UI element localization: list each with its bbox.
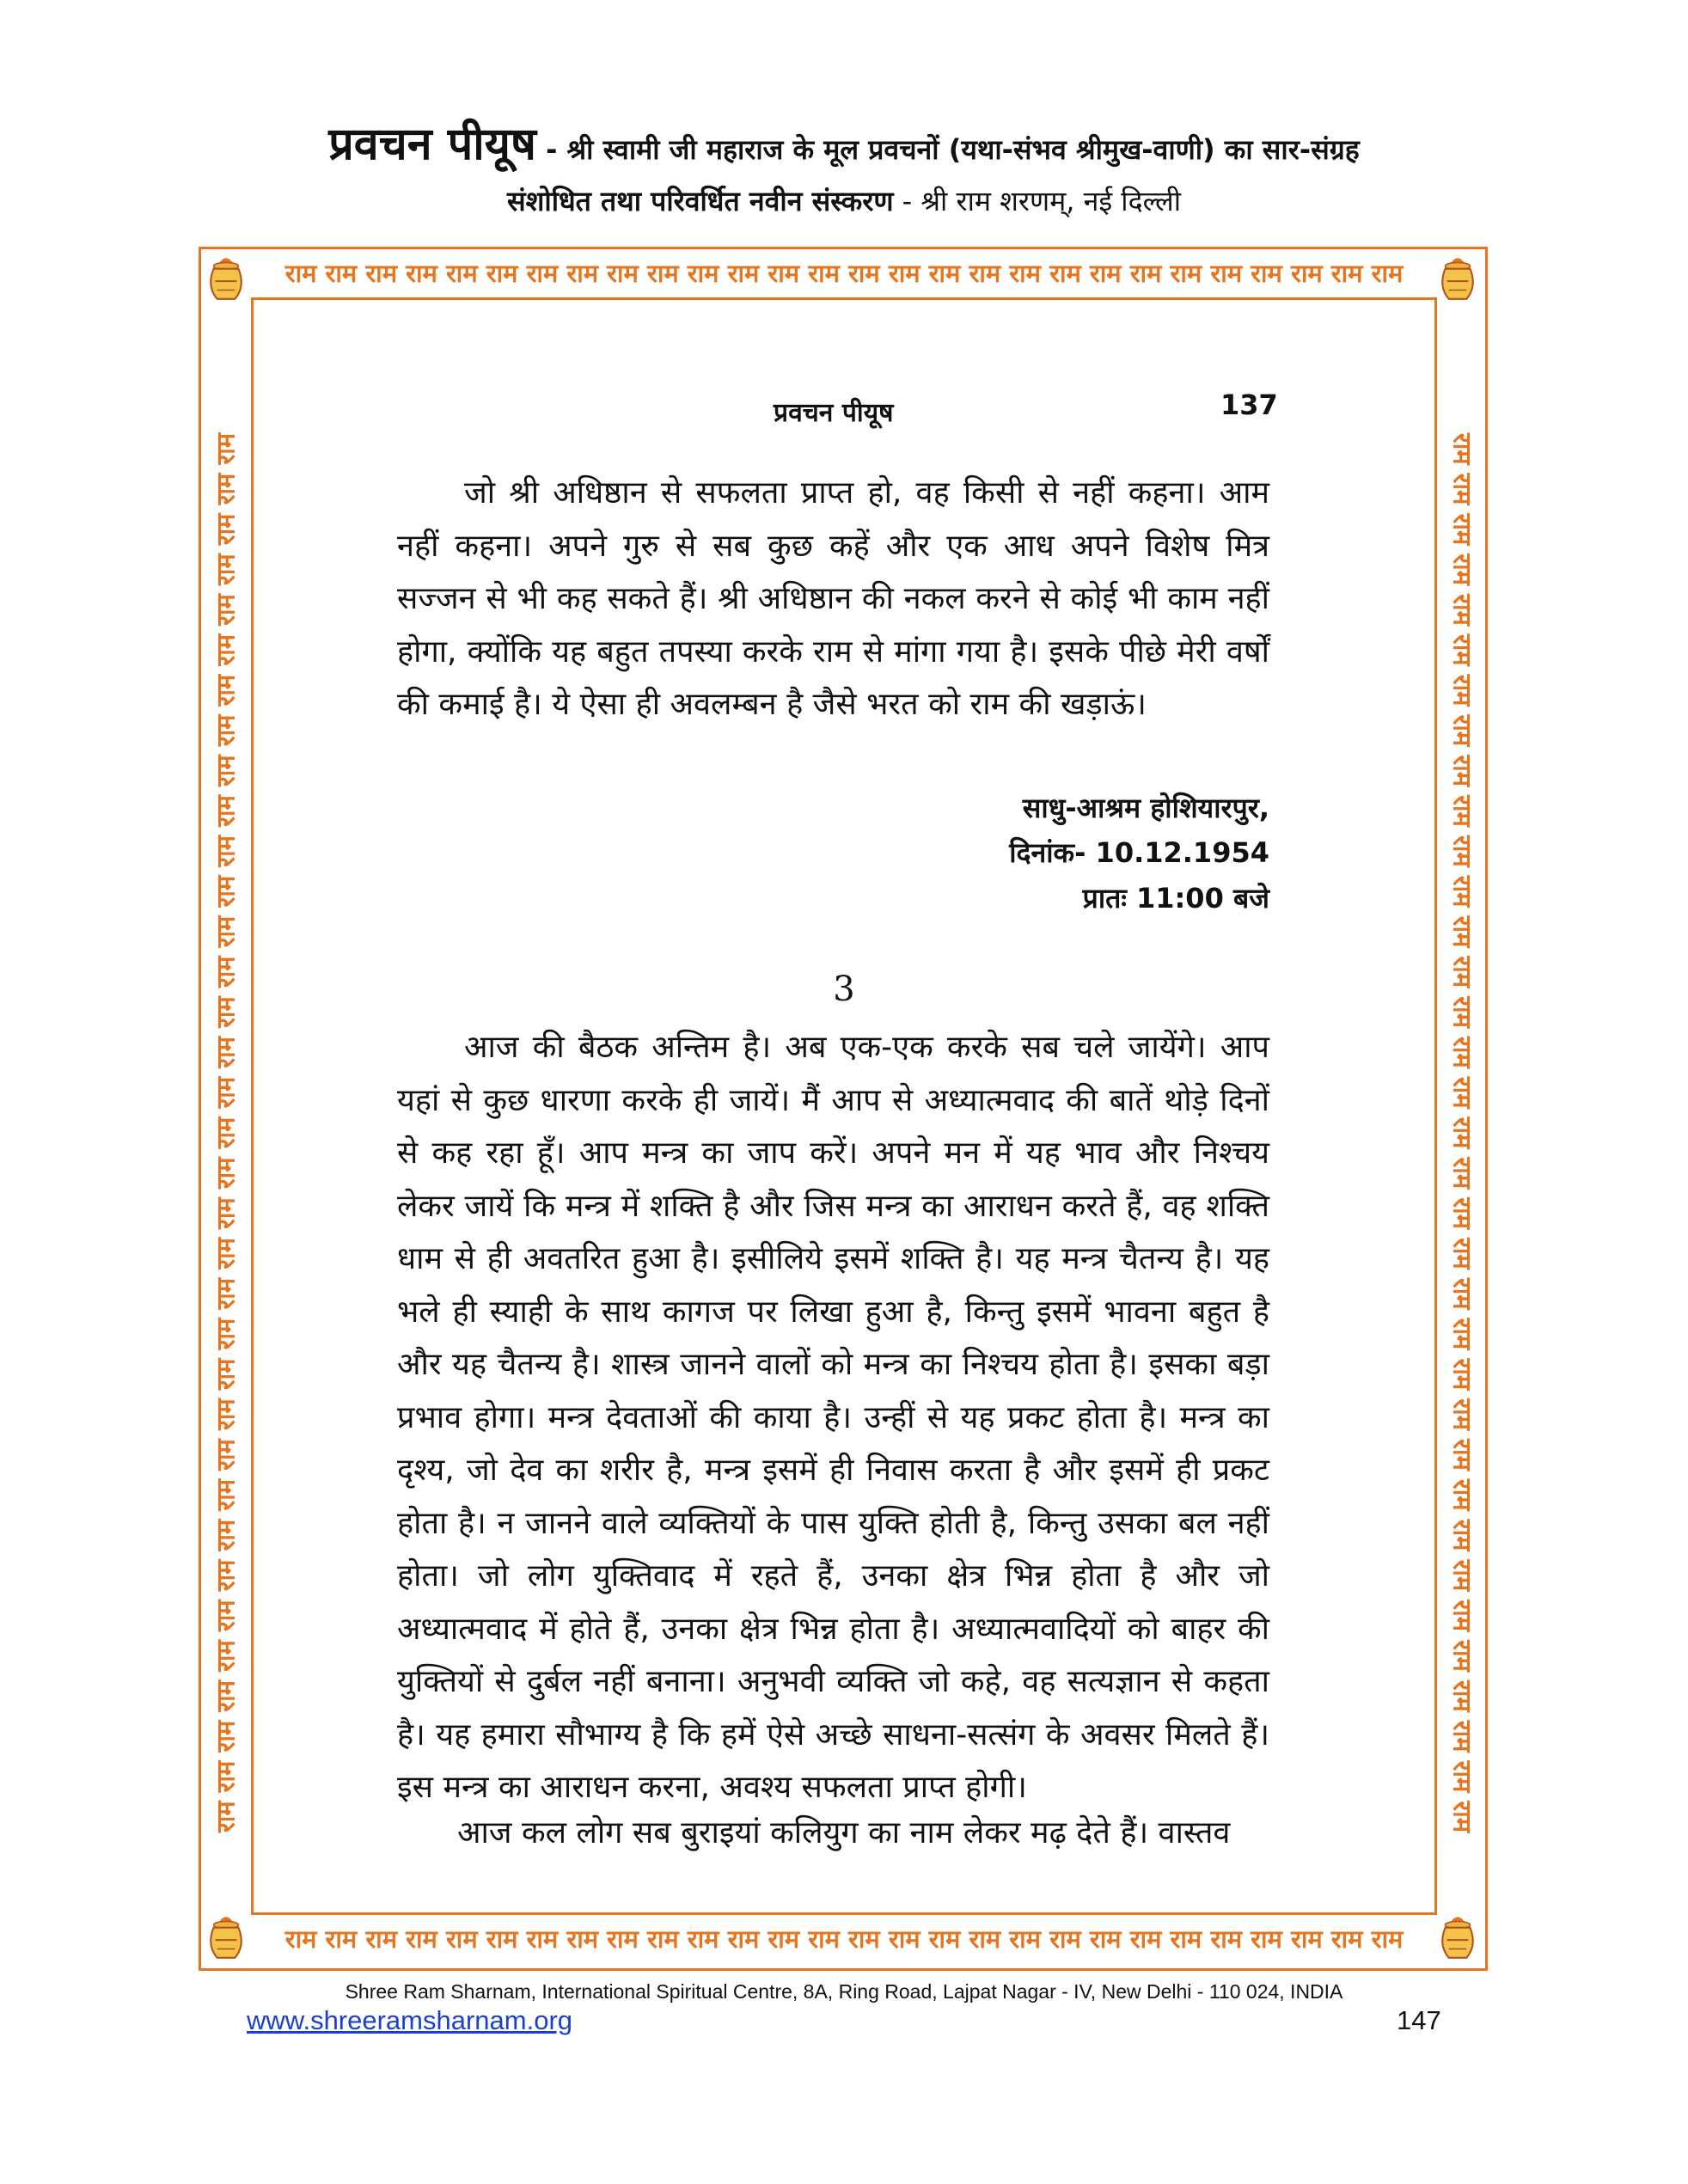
running-title: प्रवचन पीयूष bbox=[774, 398, 894, 428]
header-subtitle-bold: संशोधित तथा परिवर्धित नवीन संस्करण bbox=[507, 185, 894, 217]
header-subtitle-rest: - श्री राम शरणम्, नई दिल्ली bbox=[893, 185, 1181, 217]
border-ram-bottom: राम राम राम राम राम राम राम राम राम राम राम राम राम राम राम राम राम राम राम राम राम राम राम राम राम राम राम राम bbox=[284, 1924, 1404, 1954]
kalash-icon bbox=[199, 1910, 253, 1963]
kalash-icon bbox=[1431, 251, 1484, 304]
footer-address: Shree Ram Sharnam, International Spiritual Centre, 8A, Ring Road, Lajpat Nagar - IV, New Delhi - 110 024, INDIA bbox=[345, 1980, 1343, 2003]
kalash-icon bbox=[1431, 1910, 1484, 1963]
border-ram-right: राम राम राम राम राम राम राम राम राम राम राम राम राम राम राम राम राम राम राम राम राम राम राम राम राम राम राम राम राम राम राम राम राम राम राम bbox=[1447, 432, 1477, 1833]
footer-website-link[interactable]: www.shreeramsharnam.org bbox=[247, 2005, 573, 2035]
section-number: 3 bbox=[833, 970, 855, 1009]
footer-page-number: 147 bbox=[1397, 2005, 1441, 2035]
paragraph-1: जो श्री अधिष्ठान से सफलता प्राप्त हो, वह किसी से नहीं कहना। आम नहीं कहना। अपने गुरु से सब कुछ कहें और एक आध अपने विशेष मित्र सज्जन से भी कह सकते हैं। श्री अधिष्ठान की नकल करने से कोई भी काम नहीं होगा, क्योंकि यह बहुत तपस्या करके राम से मांगा गया है। इसके पीछे मेरी वर्षों की कमाई है। ये ऐसा ही अवलम्बन है जैसे भरत को राम की खड़ाऊं। bbox=[397, 475, 1269, 722]
signature-date: दिनांक- 10.12.1954 bbox=[1009, 836, 1269, 869]
document-header-title bbox=[0, 112, 1688, 173]
header-title-rest: - श्री स्वामी जी महाराज के मूल प्रवचनों (यथा-संभव श्रीमुख-वाणी) का सार-संग्रह bbox=[535, 133, 1360, 166]
signature-time: प्रातः 11:00 बजे bbox=[1082, 882, 1269, 915]
border-ram-top: राम राम राम राम राम राम राम राम राम राम राम राम राम राम राम राम राम राम राम राम राम राम राम राम राम राम राम राम bbox=[284, 259, 1404, 288]
paragraph-2: आज की बैठक अन्तिम है। अब एक-एक करके सब चले जायेंगे। आप यहां से कुछ धारणा करके ही जायें। मैं आप से अध्यात्मवाद की बातें थोड़े दिनों से कह रहा हूँ। आप मन्त्र का जाप करें। अपने मन में यह भाव और निश्चय लेकर जायें कि मन्त्र में शक्ति है और जिस मन्त्र का आराधन करते हैं, वह शक्ति धाम से ही अवतरित हुआ है। इसीलिये इसमें शक्ति है। यह मन्त्र चैतन्य है। यह भले ही स्याही के साथ कागज पर लिखा हुआ है, किन्तु इसमें भावना बहुत है और यह चैतन्य है। शास्त्र जानने वालों को मन्त्र का निश्चय होता है। इसका बड़ा प्रभाव होगा। मन्त्र देवताओं की काया है। उन्हीं से यह प्रकट होता है। मन्त्र का दृश्य, जो देव का शरीर है, मन्त्र इसमें ही निवास करता है और इसमें ही प्रकट होता है। न जानने वाले व्यक्तियों के पास युक्ति होती है, किन्तु उसका बल नहीं होता। जो लोग युक्तिवाद में रहते हैं, उनका क्षेत्र भिन्न होता है और जो अध्यात्मवाद में होते हैं, उनका क्षेत्र भिन्न होता है। अध्यात्मवादियों को बाहर की युक्तियों से दुर्बल नहीं बनाना। अनुभवी व्यक्ति जो कहे, वह सत्यज्ञान से कहता है। यह हमारा सौभाग्य है कि हमें ऐसे अच्छे साधना-सत्संग के अवसर मिलते हैं। इस मन्त्र का आराधन करना, अवश्य सफलता प्राप्त होगी। bbox=[397, 1030, 1269, 1805]
signature-place: साधु-आश्रम होशियारपुर, bbox=[1022, 792, 1269, 824]
border-ram-left: राम राम राम राम राम राम राम राम राम राम राम राम राम राम राम राम राम राम राम राम राम राम राम राम राम राम राम राम राम राम राम राम राम राम राम bbox=[211, 432, 241, 1833]
header-title-main: प्रवचन पीयूष bbox=[328, 119, 536, 170]
book-page-number: 137 bbox=[1220, 388, 1278, 421]
paragraph-3: आज कल लोग सब बुराइयां कलियुग का नाम लेकर मढ़ देते हैं। वास्तव bbox=[457, 1815, 1231, 1851]
kalash-icon bbox=[199, 251, 253, 304]
document-header-subtitle bbox=[0, 182, 1688, 219]
